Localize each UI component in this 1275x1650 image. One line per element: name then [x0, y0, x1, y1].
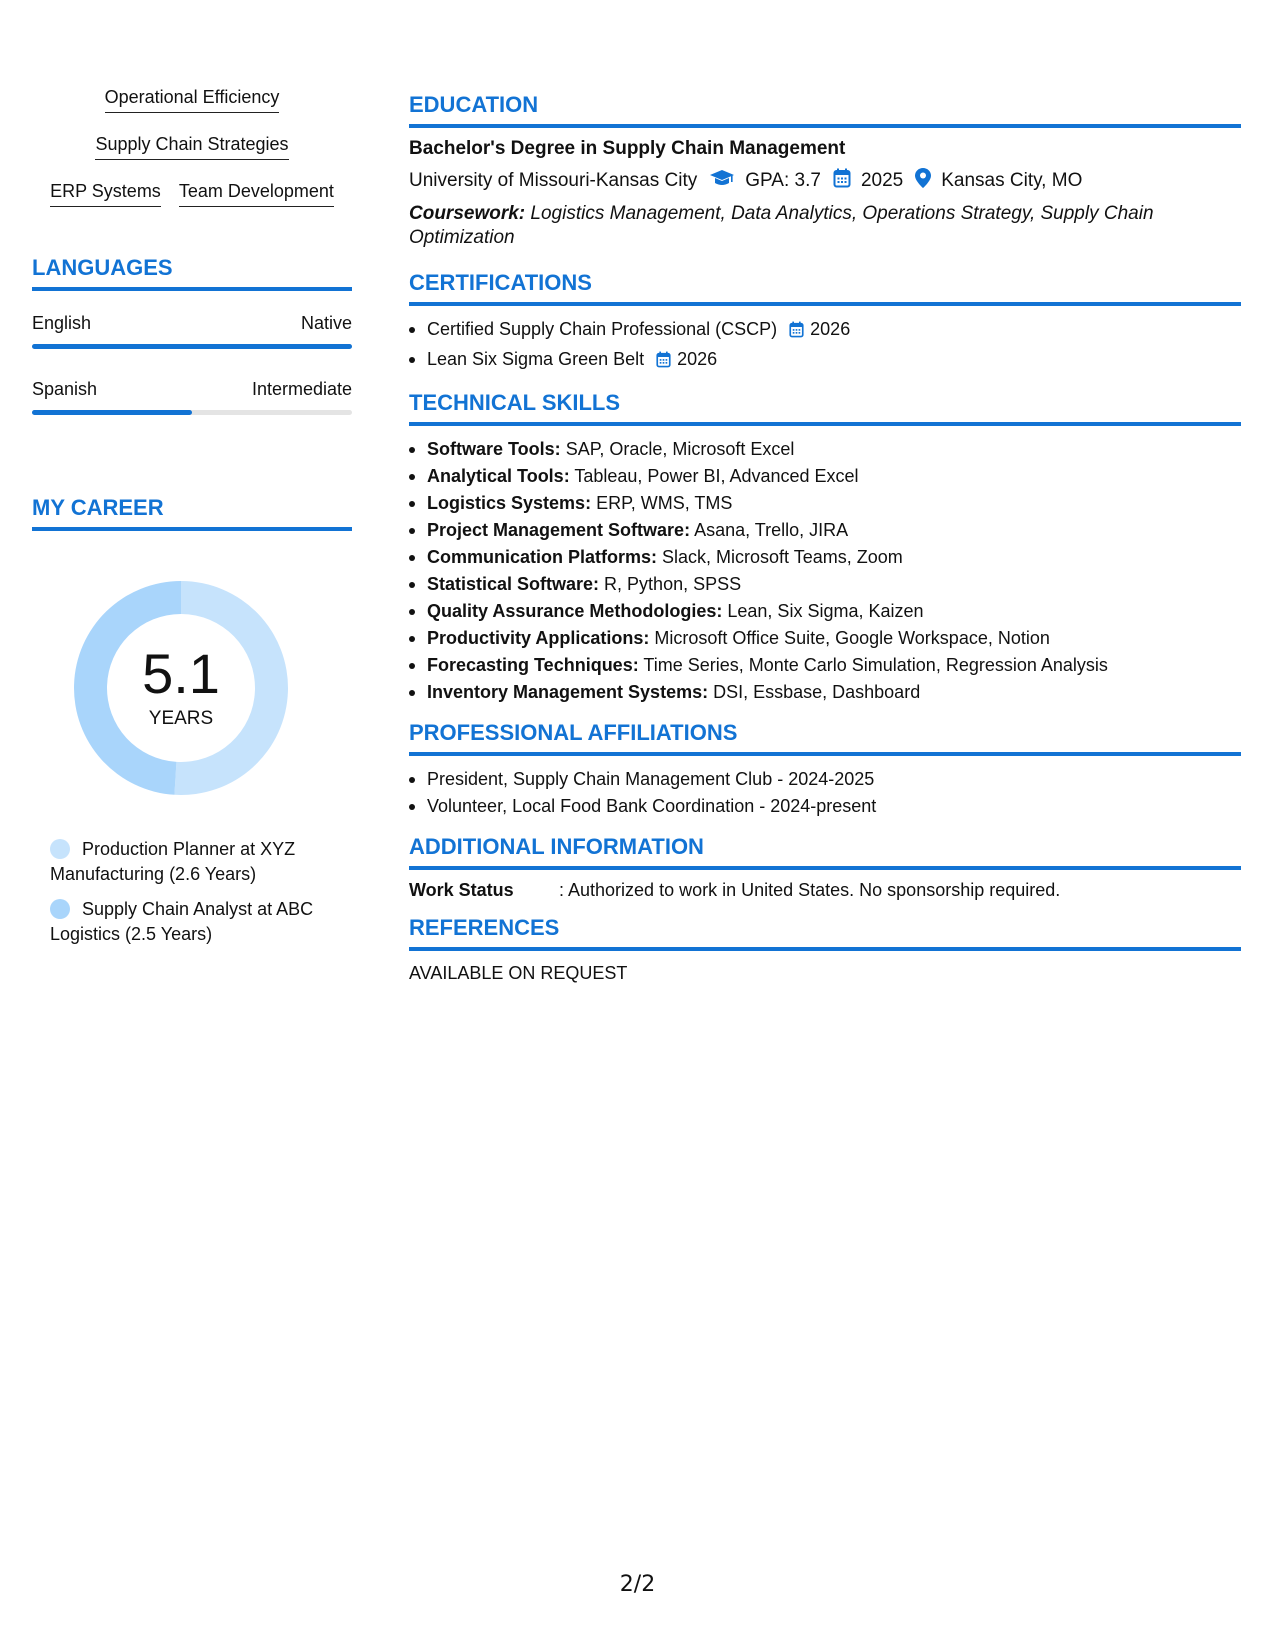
skill-category: Software Tools:	[427, 439, 561, 459]
skill-values: Time Series, Monte Carlo Simulation, Regression Analysis	[638, 655, 1108, 675]
list-item	[409, 316, 1241, 346]
degree-title: Bachelor's Degree in Supply Chain Management	[409, 138, 846, 159]
list-item: Volunteer, Local Food Bank Coordination - 2024-present	[409, 793, 1241, 820]
skill-category: Inventory Management Systems:	[427, 682, 709, 702]
left-column	[32, 80, 352, 957]
list-item	[409, 517, 1241, 544]
language-level: Intermediate	[251, 379, 352, 399]
list-item: President, Supply Chain Management Club - 2024-2025	[409, 766, 1241, 793]
skill-category: Communication Platforms:	[427, 547, 658, 567]
skill-values: SAP, Oracle, Microsoft Excel	[560, 439, 795, 459]
technical-skills-heading: TECHNICAL SKILLS	[409, 390, 1241, 426]
legend-dot	[50, 839, 70, 859]
education-section	[409, 92, 1241, 250]
school-name: University of Missouri-Kansas City	[409, 170, 698, 191]
affiliations-section	[409, 720, 1241, 820]
career-legend-item	[50, 837, 340, 887]
language-bar	[32, 344, 352, 349]
list-item	[409, 652, 1241, 679]
languages-heading: LANGUAGES	[32, 255, 352, 291]
affiliations-list	[409, 766, 1241, 820]
school-location: Kansas City, MO	[941, 170, 1083, 191]
technical-skills-list	[409, 436, 1241, 706]
right-column	[409, 92, 1241, 998]
skill-category: Quality Assurance Methodologies:	[427, 601, 723, 621]
graduation-year: 2025	[860, 170, 904, 191]
list-item	[409, 544, 1241, 571]
work-status-row	[409, 880, 1241, 901]
skill-values: Asana, Trello, JIRA	[690, 520, 849, 540]
additional-info-heading: ADDITIONAL INFORMATION	[409, 834, 1241, 870]
career-unit: YEARS	[148, 708, 214, 729]
calendar-icon	[789, 319, 804, 346]
skill-values: DSI, Essbase, Dashboard	[708, 682, 921, 702]
legend-dot	[50, 899, 70, 919]
coursework	[409, 202, 1241, 250]
list-item	[409, 463, 1241, 490]
technical-skills-section	[409, 390, 1241, 706]
career-donut-chart	[66, 573, 296, 803]
certification-name: Lean Six Sigma Green Belt	[427, 349, 645, 369]
career-legend	[50, 837, 340, 947]
skill-values: Microsoft Office Suite, Google Workspace, Notion	[649, 628, 1050, 648]
skill-tag: Supply Chain Strategies	[95, 133, 288, 160]
coursework-label: Coursework:	[409, 203, 526, 224]
affiliations-heading: PROFESSIONAL AFFILIATIONS	[409, 720, 1241, 756]
skill-values: Lean, Six Sigma, Kaizen	[722, 601, 924, 621]
career-role-label: Production Planner at XYZ Manufacturing (2.6 Years)	[50, 839, 296, 884]
career-total-years: 5.1	[142, 642, 220, 705]
work-status-label: Work Status	[409, 880, 514, 900]
list-item	[409, 490, 1241, 517]
skill-tag: Team Development	[179, 180, 334, 207]
skill-category: Logistics Systems:	[427, 493, 592, 513]
certification-year: 2026	[810, 319, 851, 339]
language-item	[32, 379, 352, 415]
work-status-value: : Authorized to work in United States. No sponsorship required.	[559, 880, 1061, 900]
skill-tag: ERP Systems	[50, 180, 161, 207]
education-heading: EDUCATION	[409, 92, 1241, 128]
language-item	[32, 313, 352, 349]
coursework-list: Logistics Management, Data Analytics, Operations Strategy, Supply Chain Optimization	[409, 203, 1154, 248]
skill-category: Project Management Software:	[427, 520, 691, 540]
skill-values: Tableau, Power BI, Advanced Excel	[569, 466, 859, 486]
language-bar-fill	[32, 344, 352, 349]
page-number: 2/2	[619, 1572, 656, 1597]
references-heading: REFERENCES	[409, 915, 1241, 951]
certification-year: 2026	[677, 349, 718, 369]
references-section	[409, 915, 1241, 984]
references-text: AVAILABLE ON REQUEST	[409, 963, 628, 983]
calendar-icon	[833, 168, 851, 194]
skill-tag: Operational Efficiency	[105, 86, 280, 113]
language-bar-fill	[32, 410, 192, 415]
skill-values: R, Python, SPSS	[599, 574, 742, 594]
education-details	[409, 168, 1241, 194]
career-legend-item	[50, 897, 340, 947]
language-level: Native	[300, 313, 352, 333]
additional-info-section	[409, 834, 1241, 901]
map-pin-icon	[915, 168, 931, 194]
skill-category: Statistical Software:	[427, 574, 600, 594]
certifications-section	[409, 270, 1241, 376]
list-item	[409, 436, 1241, 463]
certification-name: Certified Supply Chain Professional (CSCP)	[427, 319, 778, 339]
certifications-heading: CERTIFICATIONS	[409, 270, 1241, 306]
skill-category: Forecasting Techniques:	[427, 655, 639, 675]
gpa: GPA: 3.7	[745, 170, 821, 191]
list-item	[409, 598, 1241, 625]
language-bar	[32, 410, 352, 415]
calendar-icon	[656, 349, 671, 376]
list-item	[409, 679, 1241, 706]
list-item	[409, 571, 1241, 598]
career-heading: MY CAREER	[32, 495, 352, 531]
skill-values: Slack, Microsoft Teams, Zoom	[657, 547, 903, 567]
certifications-list	[409, 316, 1241, 376]
graduation-cap-icon	[709, 169, 735, 193]
list-item	[409, 625, 1241, 652]
career-role-label: Supply Chain Analyst at ABC Logistics (2.5 Years)	[50, 899, 314, 944]
skill-category: Productivity Applications:	[427, 628, 650, 648]
skill-values: ERP, WMS, TMS	[591, 493, 733, 513]
list-item	[409, 346, 1241, 376]
skill-category: Analytical Tools:	[427, 466, 570, 486]
language-name: Spanish	[32, 379, 98, 399]
language-name: English	[32, 313, 92, 333]
skill-tags	[32, 80, 352, 207]
